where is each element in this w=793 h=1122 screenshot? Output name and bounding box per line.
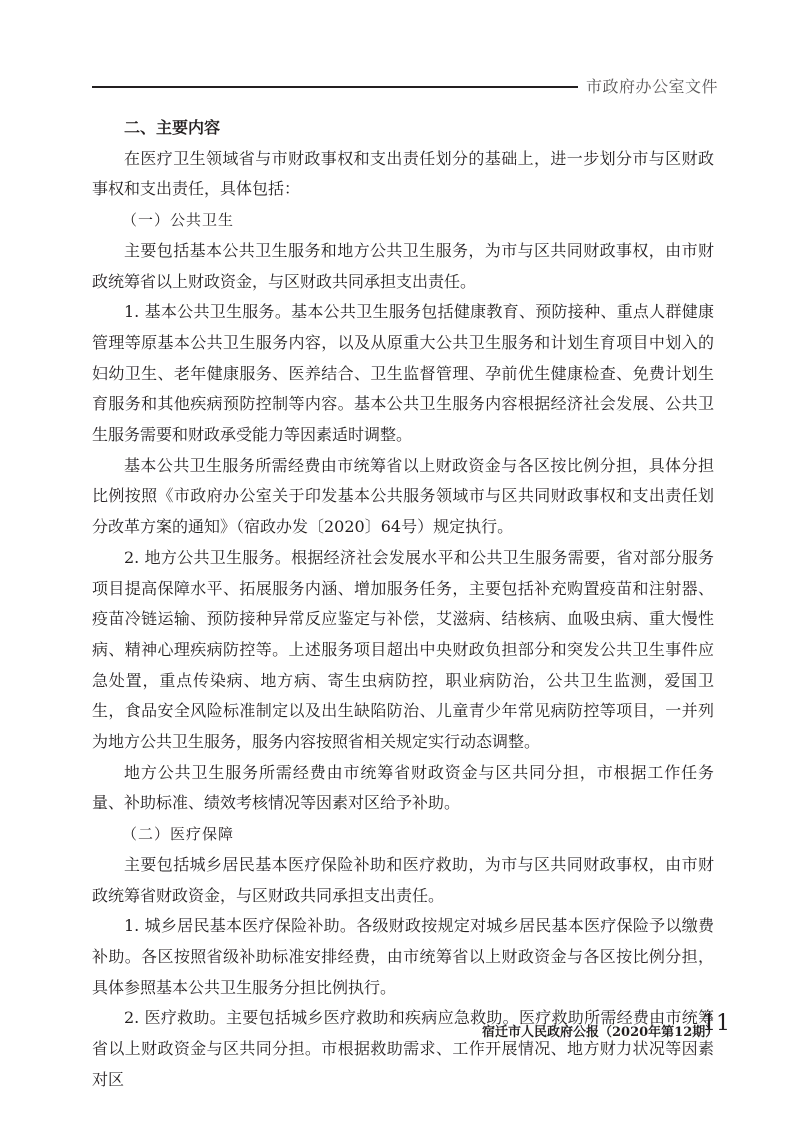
subsection-heading: （一）公共卫生: [122, 211, 235, 230]
paragraph: 基本公共卫生服务所需经费由市统筹省以上财政资金与各区按比例分担，具体分担比例按照《市政府办公室关于印发基本公共服务领域市与区共同财政事权和支出责任划分改革方案的通知》（宿政办发〔2020〕64号）规定执行。: [92, 455, 714, 537]
footer-journal-title: 宿迁市人民政府公报（2020年第12期）: [482, 1025, 719, 1040]
paragraph: 1. 基本公共卫生服务。基本公共卫生服务包括健康教育、预防接种、重点人群健康管理等原基本公共卫生服务内容，以及从原重大公共卫生服务和计划生育项目中划入的妇幼卫生、老年健康服务、医养结合、卫生监督管理、孕前优生健康检查、免费计划生育服务和其他疾病预防控制等内容。基本公共卫生服务内容根据经济社会发展、公共卫生服务需要和财政承受能力等因素适时调整。: [92, 302, 714, 445]
paragraph: 主要包括城乡居民基本医疗保险补助和医疗救助，为市与区共同财政事权，由市财政统筹省财政资金，与区财政共同承担支出责任。: [92, 854, 714, 905]
paragraph: 2. 医疗救助。主要包括城乡医疗救助和疾病应急救助。医疗救助所需经费由市统筹省以上财政资金与区共同分担。市根据救助需求、工作开展情况、地方财力状况等因素对区: [92, 1008, 714, 1089]
paragraph: 2. 地方公共卫生服务。根据经济社会发展水平和公共卫生服务需要，省对部分服务项目提高保障水平、拓展服务内涵、增加服务任务，主要包括补充购置疫苗和注射器、疫苗冷链运输、预防接种异常反应鉴定与补偿，艾滋病、结核病、血吸虫病、重大慢性病、精神心理疾病防控等。上述服务项目超出中央财政负担部分和突发公共卫生事件应急处置，重点传染病、地方病、寄生虫病防控，职业病防治，公共卫生监测，爱国卫生，食品安全风险标准制定以及出生缺陷防治、儿童青少年常见病防控等项目，一并列为地方公共卫生服务，服务内容按照省相关规定实行动态调整。: [92, 547, 714, 752]
section-heading: 二、主要内容: [124, 118, 221, 137]
page-number: 11: [702, 1011, 730, 1036]
paragraph: 1. 城乡居民基本医疗保险补助。各级财政按规定对城乡居民基本医疗保险予以缴费补助。各区按照省级补助标准安排经费，由市统筹省以上财政资金与各区按比例分担，具体参照基本公共卫生服务分担比例执行。: [92, 916, 714, 997]
header-rule: [92, 86, 578, 88]
paragraph: 在医疗卫生领域省与市财政事权和支出责任划分的基础上，进一步划分市与区财政事权和支出责任，具体包括：: [92, 148, 714, 199]
subsection-heading: （二）医疗保障: [122, 825, 235, 844]
paragraph: 主要包括基本公共卫生服务和地方公共卫生服务，为市与区共同财政事权，由市财政统筹省以上财政资金，与区财政共同承担支出责任。: [92, 240, 714, 291]
header-title: 市政府办公室文件: [586, 77, 719, 96]
paragraph: 地方公共卫生服务所需经费由市统筹省财政资金与区共同分担，市根据工作任务量、补助标准、绩效考核情况等因素对区给予补助。: [92, 762, 714, 813]
document-body: [92, 113, 714, 1096]
